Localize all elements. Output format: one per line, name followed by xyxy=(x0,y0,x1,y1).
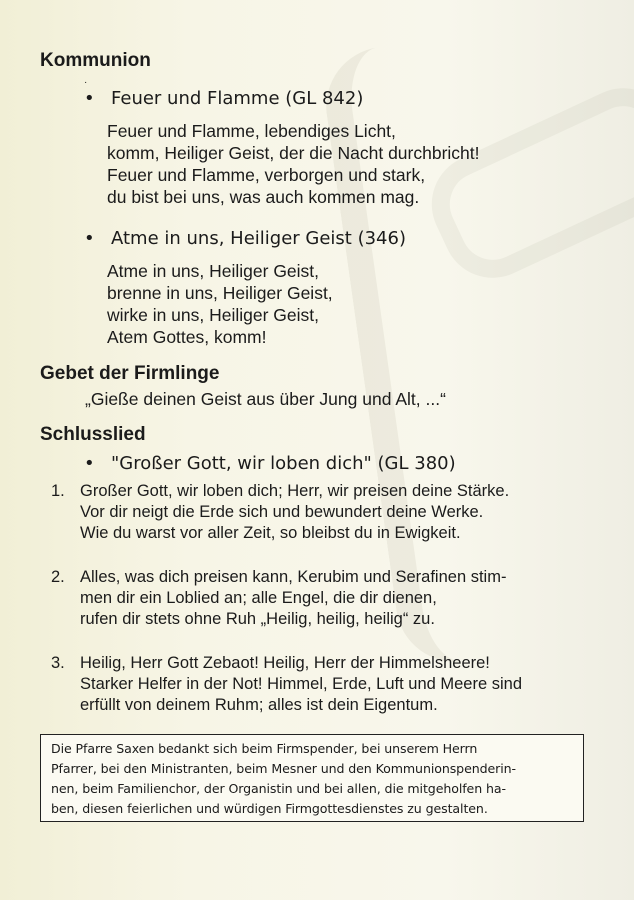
thanks-line: ben, diesen feierlichen und würdigen Firmgottesdienstes zu gestalten. xyxy=(51,801,488,816)
verse-number: 3. xyxy=(51,654,65,672)
verse-line: Vor dir neigt die Erde sich und bewundert deine Werke. xyxy=(80,503,484,521)
verse-line: Starker Helfer in der Not! Himmel, Erde, Luft und Meere sind xyxy=(80,675,523,693)
lyric-line: du bist bei uns, was auch kommen mag. xyxy=(107,187,420,207)
thanks-line: nen, beim Familienchor, der Organistin und bei allen, die mitgeholfen ha- xyxy=(51,781,506,796)
verse-3 xyxy=(40,653,582,716)
lyric-line: brenne in uns, Heiliger Geist, xyxy=(107,283,333,303)
lyric-line: Feuer und Flamme, verborgen und stark, xyxy=(107,165,426,185)
gebet-quote: „Gieße deinen Geist aus über Jung und Alt, ...“ xyxy=(85,389,446,409)
heading-schlusslied: Schlusslied xyxy=(40,424,146,445)
song-lyrics-atme xyxy=(107,260,333,348)
song-lyrics-feuer xyxy=(107,120,480,208)
verse-number: 2. xyxy=(51,568,65,586)
heading-kommunion: Kommunion xyxy=(40,50,151,71)
lyric-line: wirke in uns, Heiliger Geist, xyxy=(107,305,320,325)
lyric-line: Feuer und Flamme, lebendiges Licht, xyxy=(107,121,396,141)
stray-dot: · xyxy=(84,77,88,88)
lyric-line: Atme in uns, Heiliger Geist, xyxy=(107,261,320,281)
lyric-line: Atem Gottes, komm! xyxy=(107,327,267,347)
verse-line: Heilig, Herr Gott Zebaot! Heilig, Herr der Himmelsheere! xyxy=(80,654,490,672)
verse-1 xyxy=(40,481,582,544)
verse-line: Wie du warst vor aller Zeit, so bleibst du in Ewigkeit. xyxy=(80,524,461,542)
lyric-line: komm, Heiliger Geist, der die Nacht durchbricht! xyxy=(107,143,480,163)
thanks-line: Pfarrer, bei den Ministranten, beim Mesner und den Kommunionspenderin- xyxy=(51,761,516,776)
heading-gebet: Gebet der Firmlinge xyxy=(40,363,220,384)
bullet-dot: • xyxy=(84,228,95,249)
verse-line: erfüllt von deinem Ruhm; alles ist dein Eigentum. xyxy=(80,696,438,714)
verse-line: Großer Gott, wir loben dich; Herr, wir preisen deine Stärke. xyxy=(80,482,510,500)
thanks-box xyxy=(40,734,584,822)
verse-2 xyxy=(40,567,582,630)
song-title-atme: Atme in uns, Heiliger Geist (346) xyxy=(111,228,406,249)
verse-list xyxy=(40,481,582,716)
verse-line: men dir ein Loblied an; alle Engel, die dir dienen, xyxy=(80,589,437,607)
bullet-dot: • xyxy=(84,453,95,474)
bullet-dot: • xyxy=(84,88,95,109)
verse-number: 1. xyxy=(51,482,65,500)
thanks-line: Die Pfarre Saxen bedankt sich beim Firmspender, bei unserem Herrn xyxy=(51,741,478,756)
song-title-feuer: Feuer und Flamme (GL 842) xyxy=(111,88,364,109)
verse-line: rufen dir stets ohne Ruh „Heilig, heilig, heilig“ zu. xyxy=(80,610,435,628)
verse-line: Alles, was dich preisen kann, Kerubim und Serafinen stim- xyxy=(80,568,507,586)
song-title-grosser-gott: "Großer Gott, wir loben dich" (GL 380) xyxy=(111,453,456,474)
